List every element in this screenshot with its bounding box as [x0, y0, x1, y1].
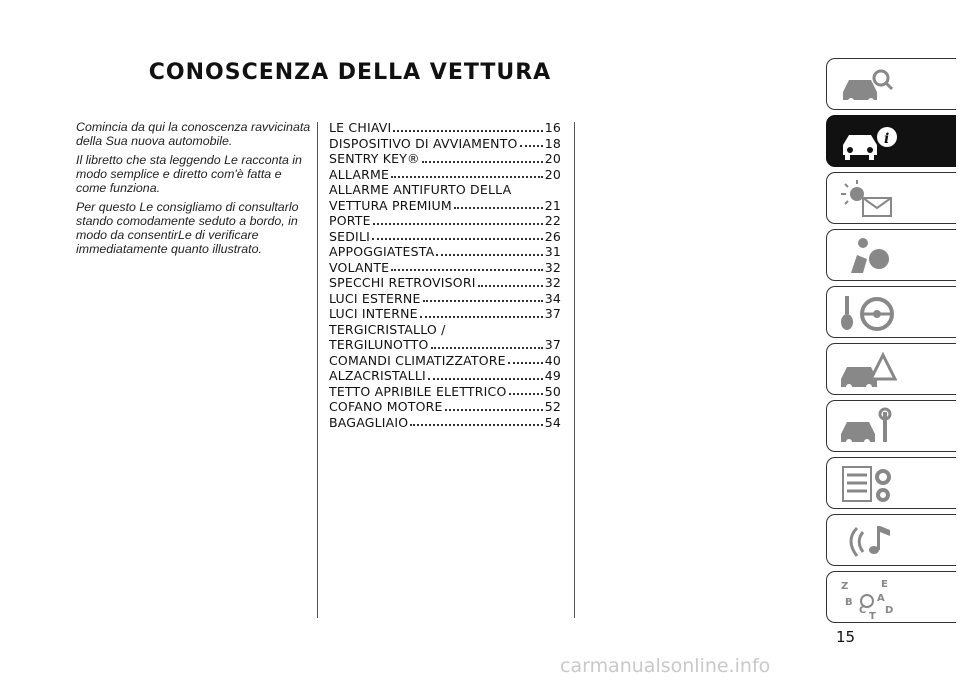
section-tab[interactable]: [826, 172, 956, 224]
toc-entry[interactable]: [329, 151, 561, 167]
toc-entry-title: APPOGGIATESTA: [329, 244, 435, 259]
toc-entry[interactable]: [329, 167, 561, 183]
toc-entry-title: VETTURA PREMIUM: [329, 197, 452, 213]
toc-entry-title: SENTRY KEY®: [329, 151, 420, 166]
intro-text: [76, 120, 311, 261]
toc-entry-title-line[interactable]: TERGICRISTALLO /: [329, 321, 446, 337]
alphabetical-index-search-icon: [837, 577, 897, 619]
toc-leader-dots: [372, 238, 543, 240]
car-breakdown-warning-icon: [837, 349, 897, 391]
toc-leader-dots: [431, 347, 543, 349]
toc-entry-page: 34: [544, 290, 561, 306]
toc-leader-dots: [428, 378, 543, 380]
svg-text:C: C: [859, 605, 867, 616]
column-divider: [317, 122, 318, 618]
toc-leader-dots: [520, 145, 543, 147]
toc-entry-title: LE CHIAVI: [329, 120, 392, 135]
toc-entry-title: VOLANTE: [329, 259, 390, 275]
svg-text:Z: Z: [841, 581, 849, 592]
toc-leader-dots: [508, 362, 543, 364]
section-tab[interactable]: [826, 571, 956, 623]
toc-entry-title: PORTE: [329, 213, 371, 228]
toc-entry[interactable]: [329, 337, 561, 353]
toc-entry[interactable]: [329, 136, 561, 152]
toc-entry-title: DISPOSITIVO DI AVVIAMENTO: [329, 135, 518, 151]
toc-entry[interactable]: [329, 120, 561, 136]
toc-entry-page: 21: [544, 197, 561, 213]
toc-leader-dots: [436, 254, 542, 256]
toc-entry-title-line[interactable]: ALLARME ANTIFURTO DELLA: [329, 182, 512, 197]
toc-entry-page: 20: [544, 151, 561, 166]
intro-paragraph: Comincia da qui la conoscenza ravvicinata della Sua nuova automobile.: [76, 120, 311, 148]
technical-data-gears-icon: [837, 463, 897, 505]
toc-leader-dots: [391, 176, 543, 178]
car-maintenance-tools-icon: [837, 406, 897, 448]
toc-entry-page: 52: [544, 399, 561, 414]
toc-leader-dots: [445, 409, 543, 411]
section-tabs: [826, 0, 960, 683]
toc-entry-page: 40: [544, 352, 561, 368]
toc-entry-page: 49: [544, 368, 561, 383]
toc-entry[interactable]: [329, 291, 561, 307]
toc-entry-page: 20: [544, 166, 561, 182]
toc-entry-page: 50: [544, 383, 561, 399]
multimedia-music-icon: [837, 520, 897, 562]
svg-text:A: A: [877, 593, 885, 604]
toc-entry[interactable]: [329, 384, 561, 400]
toc-entry[interactable]: [329, 368, 561, 384]
car-search-icon: [837, 64, 897, 106]
toc-entry[interactable]: [329, 198, 561, 214]
toc-entry-title: LUCI ESTERNE: [329, 290, 421, 306]
car-info-icon: [837, 121, 897, 163]
toc-entry-page: 22: [544, 213, 561, 228]
section-tab[interactable]: [826, 286, 956, 338]
toc-entry-title: COMANDI CLIMATIZZATORE: [329, 352, 506, 368]
toc-entry[interactable]: [329, 415, 561, 431]
warning-light-message-icon: [837, 178, 897, 220]
table-of-contents: [329, 120, 561, 430]
toc-entry-page: 31: [544, 244, 561, 259]
svg-text:E: E: [881, 579, 888, 590]
toc-entry-title: SEDILI: [329, 228, 370, 244]
toc-leader-dots: [454, 207, 543, 209]
svg-text:T: T: [869, 611, 876, 619]
toc-entry[interactable]: [329, 353, 561, 369]
toc-entry-title: BAGAGLIAIO: [329, 414, 409, 430]
toc-leader-dots: [420, 316, 543, 318]
toc-entry[interactable]: [329, 306, 561, 322]
toc-leader-dots: [423, 300, 543, 302]
toc-leader-dots: [422, 161, 543, 163]
toc-leader-dots: [509, 393, 543, 395]
toc-leader-dots: [373, 223, 543, 225]
toc-entry-page: 37: [544, 306, 561, 321]
toc-entry[interactable]: [329, 399, 561, 415]
column-divider: [574, 122, 575, 618]
toc-entry-title: LUCI INTERNE: [329, 306, 418, 321]
toc-entry-page: 32: [544, 275, 561, 290]
toc-entry[interactable]: [329, 260, 561, 276]
toc-leader-dots: [478, 285, 543, 287]
toc-entry-title: ALLARME: [329, 166, 390, 182]
toc-entry-page: 16: [544, 120, 561, 135]
toc-leader-dots: [410, 424, 542, 426]
intro-paragraph: Per questo Le consigliamo di consultarlo stando comodamente seduto a bordo, in modo da consentirLe di verificare immediatamente quanto illustrato.: [76, 200, 299, 256]
toc-entry-page: 37: [544, 337, 561, 352]
toc-entry-page: 18: [544, 135, 561, 151]
section-tab[interactable]: [826, 457, 956, 509]
section-tab[interactable]: [826, 400, 956, 452]
toc-entry-title: TERGILUNOTTO: [329, 337, 429, 352]
svg-text:B: B: [845, 597, 853, 608]
toc-entry[interactable]: [329, 244, 561, 260]
page-title: CONOSCENZA DELLA VETTURA: [148, 60, 552, 85]
toc-entry-page: 54: [544, 414, 561, 430]
toc-entry-page: 26: [544, 228, 561, 244]
svg-text:D: D: [885, 605, 894, 616]
watermark: carmanualsonline.info: [560, 655, 771, 677]
key-steering-wheel-icon: [837, 292, 897, 334]
toc-entry-title: SPECCHI RETROVISORI: [329, 275, 476, 290]
toc-entry-title: COFANO MOTORE: [329, 399, 443, 414]
svg-text:i: i: [884, 131, 890, 147]
toc-entry-page: 32: [544, 259, 561, 275]
page-number: 15: [836, 628, 856, 646]
section-tab[interactable]: [826, 514, 956, 566]
toc-entry[interactable]: [329, 275, 561, 291]
airbag-person-icon: [837, 235, 897, 277]
toc-entry-title: ALZACRISTALLI: [329, 368, 426, 383]
toc-entry-title: TETTO APRIBILE ELETTRICO: [329, 383, 507, 399]
section-tab[interactable]: [826, 58, 956, 110]
section-tab[interactable]: [826, 115, 956, 167]
toc-entry[interactable]: [329, 213, 561, 229]
toc-entry[interactable]: [329, 229, 561, 245]
section-tab[interactable]: [826, 343, 956, 395]
section-tab[interactable]: [826, 229, 956, 281]
toc-leader-dots: [391, 269, 542, 271]
toc-leader-dots: [393, 130, 542, 132]
intro-paragraph: Il libretto che sta leggendo Le racconta in modo semplice e diretto com'è fatta e come funziona.: [76, 153, 302, 195]
